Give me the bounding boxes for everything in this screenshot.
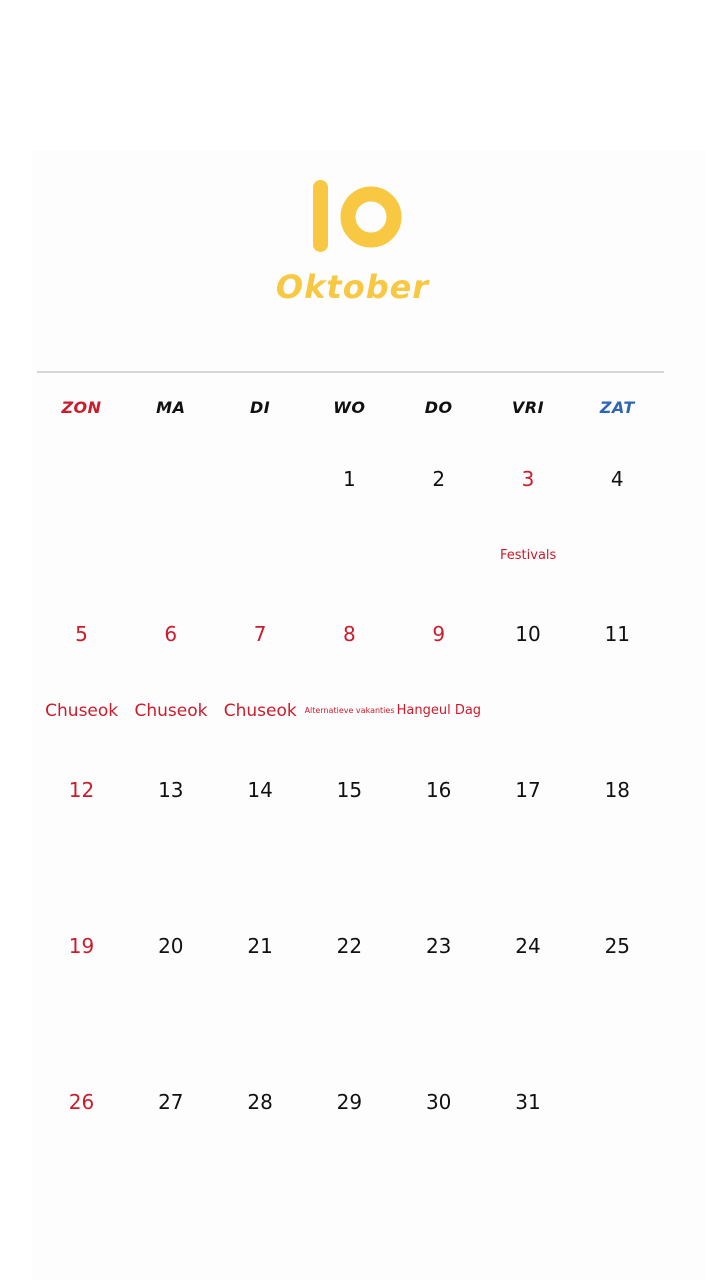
day-cell-7[interactable]: 7 (253, 622, 267, 646)
day-cell-17[interactable]: 17 (515, 778, 541, 802)
month-name: Oktober (275, 268, 430, 306)
day-cell-3[interactable]: 3 (521, 467, 535, 491)
day-cell-14[interactable]: 14 (247, 778, 273, 802)
day-cell-16[interactable]: 16 (425, 778, 452, 802)
day-cell-28[interactable]: 28 (247, 1090, 273, 1114)
weekday-header-vri: VRI (511, 398, 545, 417)
day-cell-26[interactable]: 26 (68, 1090, 95, 1114)
day-cell-1[interactable]: 1 (343, 467, 356, 491)
day-cell-13[interactable]: 13 (158, 778, 184, 802)
day-cell-8[interactable]: 8 (343, 622, 356, 646)
day-cell-18[interactable]: 18 (604, 778, 631, 802)
month-number (0, 170, 705, 260)
day-cell-19[interactable]: 19 (68, 934, 95, 958)
holiday-label: Chuseok (134, 701, 208, 721)
day-cell-15[interactable]: 15 (336, 778, 363, 802)
holiday-label: Hangeul Dag (396, 703, 482, 718)
holiday-label: Chuseok (223, 701, 297, 721)
day-cell-27[interactable]: 27 (158, 1090, 184, 1114)
day-cell-5[interactable]: 5 (75, 622, 88, 646)
weekday-header-zon: ZON (61, 398, 102, 417)
day-cell-31[interactable]: 31 (515, 1090, 541, 1114)
day-cell-6[interactable]: 6 (164, 622, 178, 646)
weekday-header-zat: ZAT (599, 398, 635, 417)
day-cell-9[interactable]: 9 (432, 622, 446, 646)
day-cell-20[interactable]: 20 (158, 934, 184, 958)
month-number-graphic (303, 170, 403, 256)
weekday-header-di: DI (249, 398, 271, 417)
holiday-label: Alternatieve vakanties (304, 706, 395, 715)
day-cell-30[interactable]: 30 (425, 1090, 452, 1114)
day-cell-21[interactable]: 21 (247, 934, 273, 958)
day-cell-23[interactable]: 23 (425, 934, 452, 958)
weekday-header-do: DO (424, 398, 453, 417)
holiday-label: Festivals (500, 548, 557, 563)
day-cell-10[interactable]: 10 (515, 622, 541, 646)
day-cell-24[interactable]: 24 (515, 934, 541, 958)
holiday-label: Chuseok (45, 701, 119, 721)
day-cell-4[interactable]: 4 (610, 467, 624, 491)
day-cell-25[interactable]: 25 (604, 934, 631, 958)
header-divider (37, 371, 664, 373)
day-cell-2[interactable]: 2 (432, 467, 446, 491)
day-cell-11[interactable]: 11 (604, 622, 631, 646)
day-cell-22[interactable]: 22 (336, 934, 363, 958)
weekday-header-wo: WO (333, 398, 366, 417)
weekday-header-ma: MA (156, 398, 186, 417)
day-cell-12[interactable]: 12 (68, 778, 95, 802)
day-cell-29[interactable]: 29 (336, 1090, 363, 1114)
